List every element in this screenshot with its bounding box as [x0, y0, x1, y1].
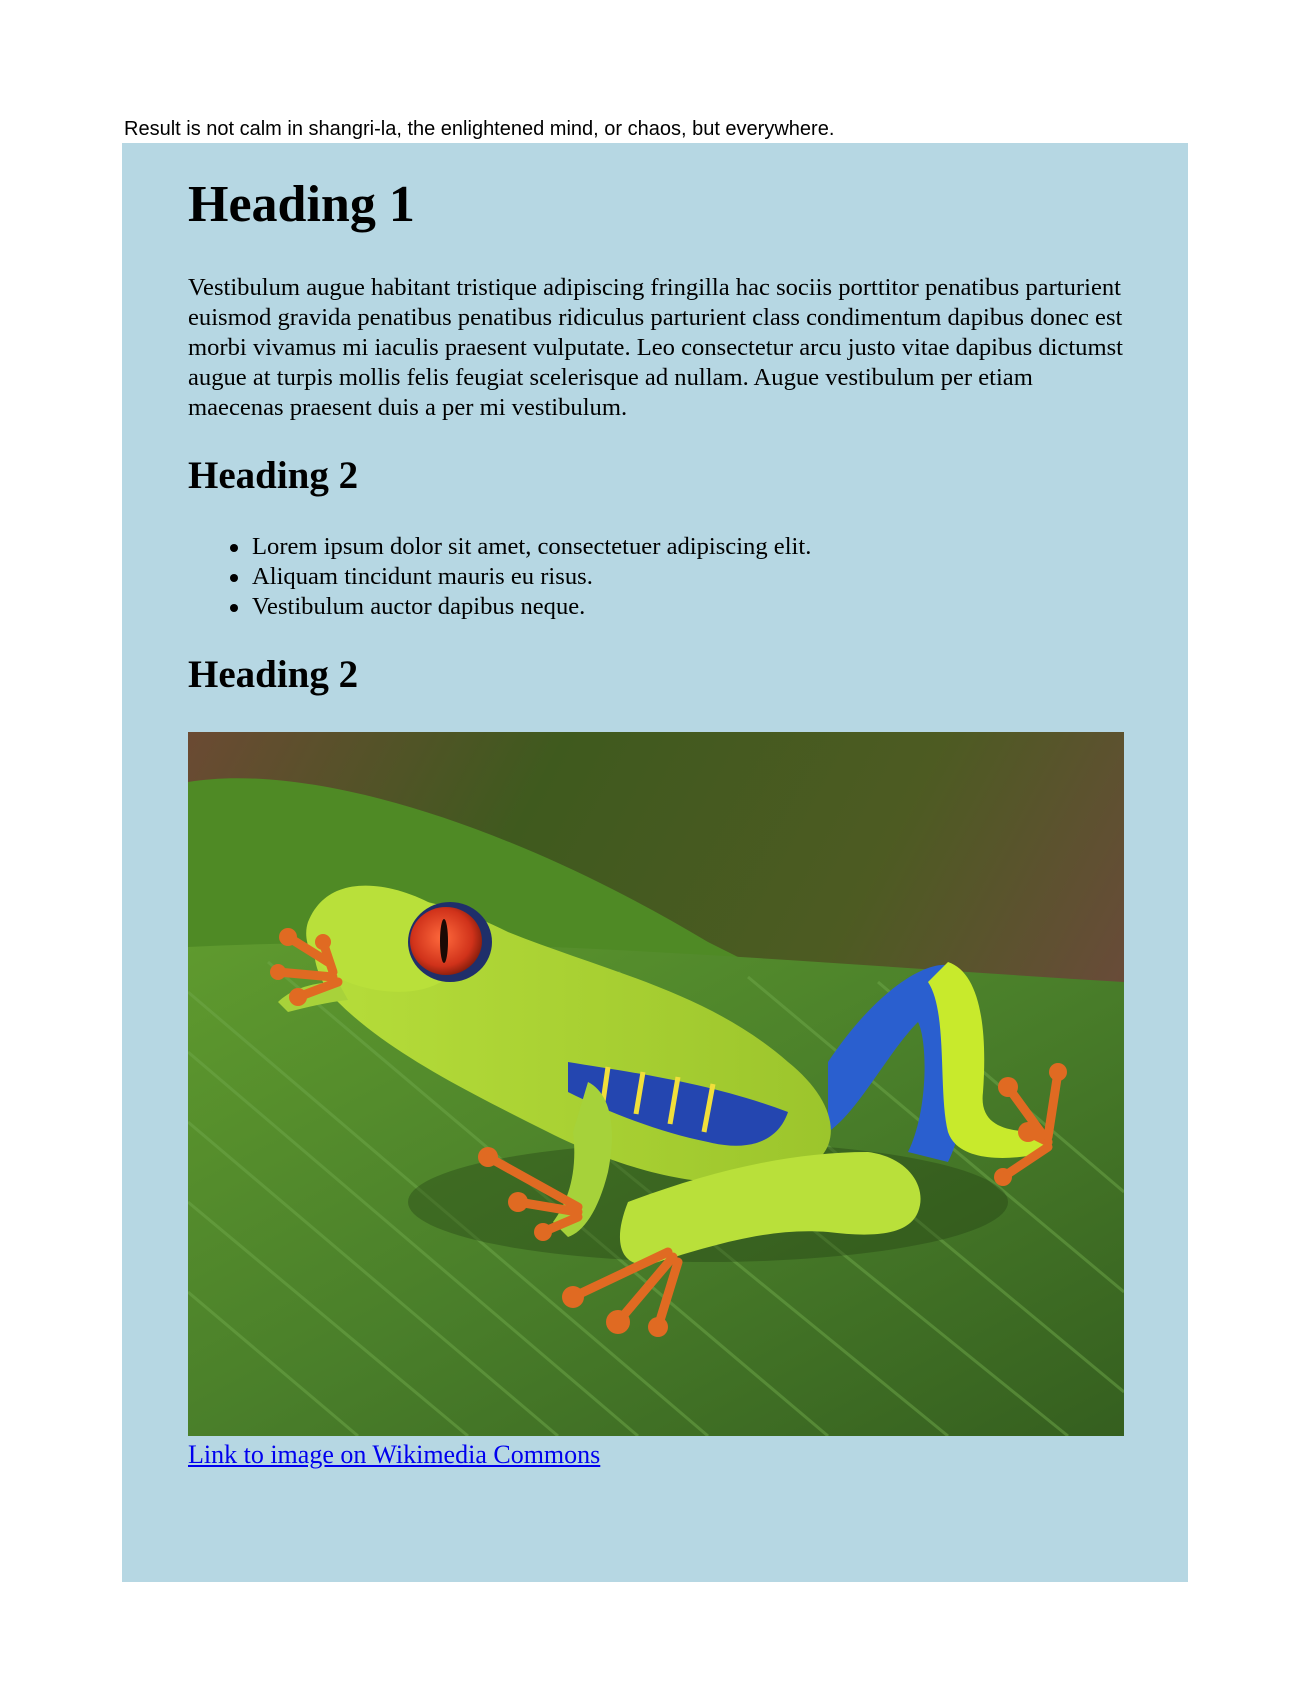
- frog-photo: [188, 732, 1124, 1436]
- section-heading: Heading 2: [188, 454, 359, 497]
- intro-paragraph: Vestibulum augue habitant tristique adipiscing fringilla hac sociis porttitor penatibus parturient euismod gravida penatibus penatibus ridiculus parturient class condimentum dapibus donec est morbi vivamus mi iaculis praesent vulputate. Leo consectetur arcu justo vitae dapibus dictumst augue at turpis mollis felis feugiat scelerisque ad nullam. Augue vestibulum per etiam maecenas praesent duis a per mi vestibulum.: [188, 274, 1124, 421]
- section-heading: Heading 2: [188, 653, 359, 696]
- content-panel: [122, 143, 1188, 1582]
- wikimedia-commons-link[interactable]: Link to image on Wikimedia Commons: [188, 1440, 601, 1469]
- list-item: Aliquam tincidunt mauris eu risus.: [188, 562, 811, 592]
- list-item: Lorem ipsum dolor sit amet, consectetuer adipiscing elit.: [188, 532, 811, 562]
- page-heading: Heading 1: [188, 176, 415, 233]
- tagline: Result is not calm in shangri-la, the enlightened mind, or chaos, but everywhere.: [124, 118, 835, 140]
- list-item: Vestibulum auctor dapibus neque.: [188, 592, 811, 622]
- bullet-list: [188, 532, 811, 622]
